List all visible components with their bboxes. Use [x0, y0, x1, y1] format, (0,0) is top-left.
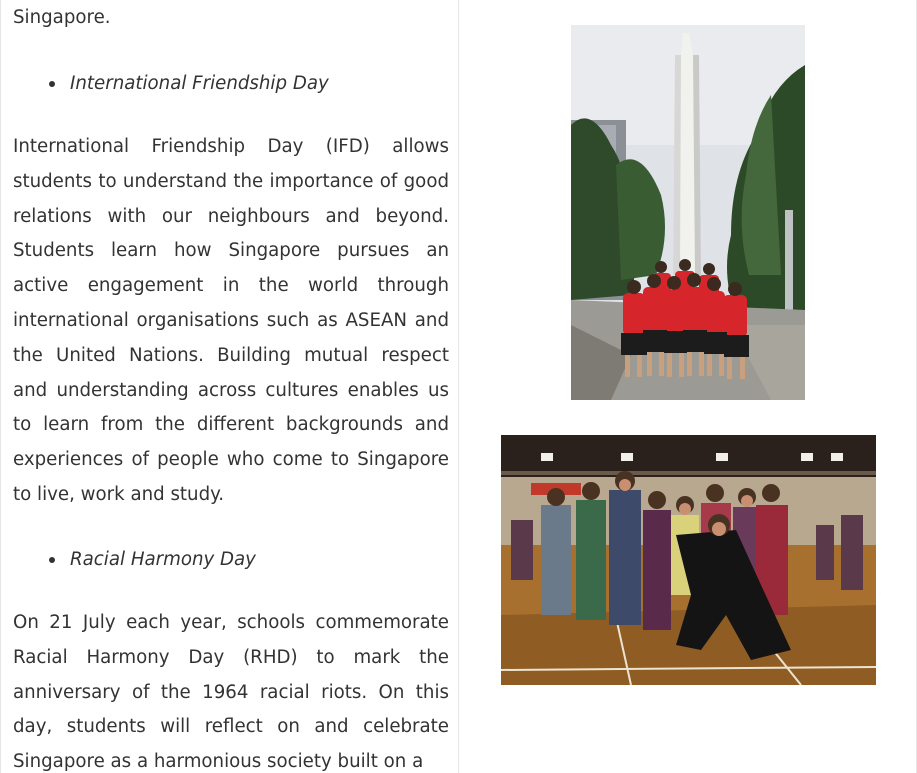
bullet-dot-icon [49, 81, 55, 87]
paragraph-ifd: International Friendship Day (IFD) allows students to understand the importance of good relations with our neighbours and beyond. Students learn how Singapore pursues an active engagement in the world through international organisations such as ASEAN and the United Nations. Building mutual respect and understanding across cultures enables us to learn from the different backgrounds and experiences of people who come to Singapore to live, work and study. [13, 136, 449, 505]
bullet-dot-icon [49, 557, 55, 563]
bullet-international-friendship-day [46, 70, 329, 98]
photo-students-at-memorial [571, 25, 805, 400]
section-title-rhd: Racial Harmony Day [70, 549, 256, 570]
bullet-racial-harmony-day [46, 546, 256, 574]
paragraph-rhd: On 21 July each year, schools commemorate Racial Harmony Day (RHD) to mark the anniversary of the 1964 racial riots. On this day, students will reflect on and celebrate Singapore as a harmonious society built on a [13, 612, 449, 773]
section-title-ifd: International Friendship Day [70, 73, 329, 94]
paragraph-fragment: Singapore. [13, 7, 111, 28]
photo-students-in-traditional-costume [501, 435, 876, 685]
